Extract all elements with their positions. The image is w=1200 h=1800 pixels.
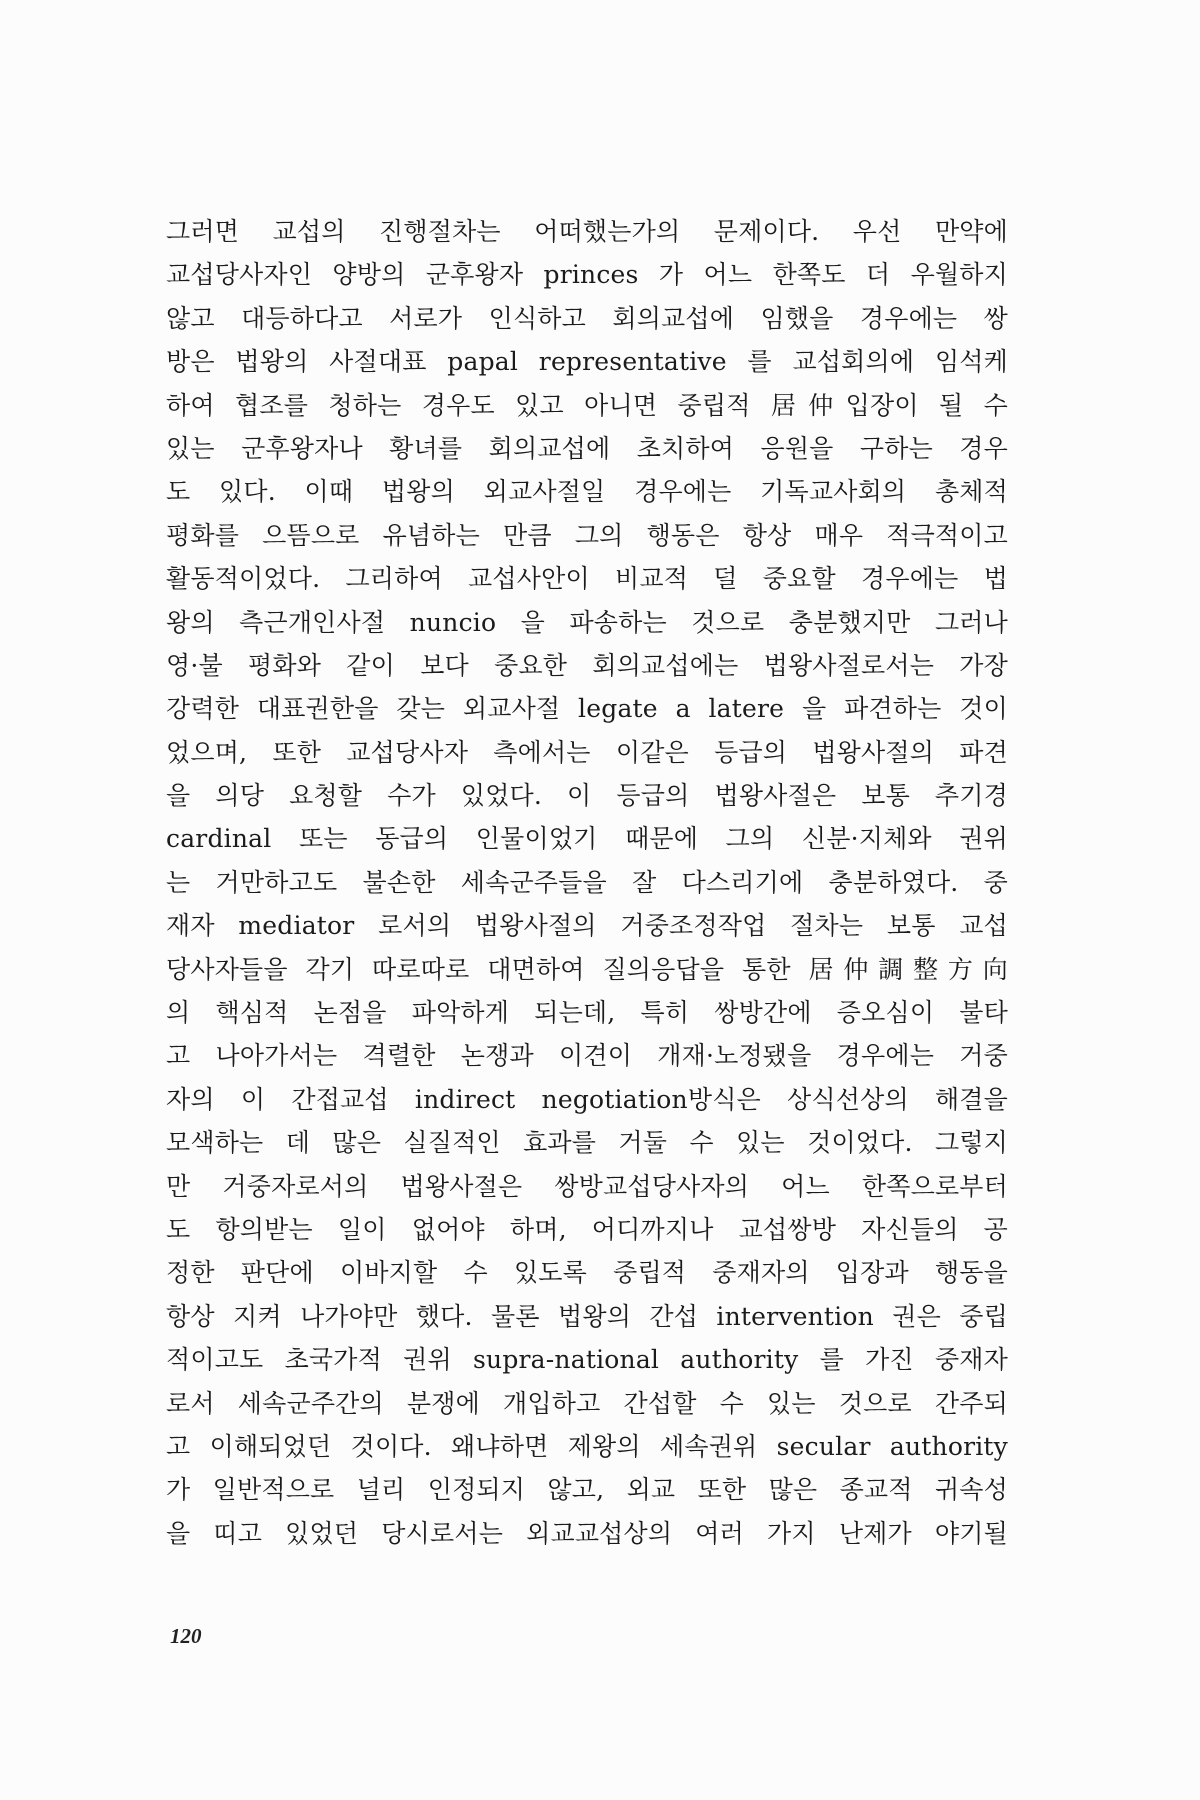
text-line: 않고 대등하다고 서로가 인식하고 회의교섭에 임했을 경우에는 쌍 [166, 303, 1008, 333]
text-line: 고 이해되었던 것이다. 왜냐하면 제왕의 세속권위 secular authority [166, 1431, 1008, 1461]
text-line: 자의 이 간접교섭 indirect negotiation방식은 상식선상의 해결을 [166, 1084, 1008, 1114]
text-line: 을 띠고 있었던 당시로서는 외교교섭상의 여러 가지 난제가 야기될 [166, 1518, 1008, 1548]
text-line: 영·불 평화와 같이 보다 중요한 회의교섭에는 법왕사절로서는 가장 [166, 650, 1008, 680]
text-line: 방은 법왕의 사절대표 papal representative 를 교섭회의에 임석케 [166, 347, 1008, 377]
text-line: 당사자들을 각기 따로따로 대면하여 질의응답을 통한 居仲調整方向 [166, 954, 1008, 984]
text-line: cardinal 또는 동급의 인물이었기 때문에 그의 신분·지체와 권위 [166, 824, 1008, 854]
text-line: 그러면 교섭의 진행절차는 어떠했는가의 문제이다. 우선 만약에 [166, 217, 1008, 246]
text-line: 적이고도 초국가적 권위 supra-national authority 를 가진 중재자 [166, 1345, 1008, 1375]
text-line: 는 거만하고도 불손한 세속군주들을 잘 다스리기에 충분하였다. 중 [166, 867, 1008, 897]
text-line: 만 거중자로서의 법왕사절은 쌍방교섭당사자의 어느 한쪽으로부터 [166, 1171, 1008, 1201]
page-number: 120 [170, 1624, 202, 1648]
text-line: 가 일반적으로 널리 인정되지 않고, 외교 또한 많은 종교적 귀속성 [166, 1475, 1008, 1505]
text-line: 정한 판단에 이바지할 수 있도록 중립적 중재자의 입장과 행동을 [166, 1258, 1008, 1288]
text-line: 항상 지켜 나가야만 했다. 물론 법왕의 간섭 intervention 권은 중립 [166, 1301, 1008, 1331]
text-line: 재자 mediator 로서의 법왕사절의 거중조정작업 절차는 보통 교섭 [166, 911, 1008, 941]
text-line: 도 있다. 이때 법왕의 외교사절일 경우에는 기독교사회의 총체적 [166, 477, 1008, 507]
text-line: 평화를 으뜸으로 유념하는 만큼 그의 행동은 항상 매우 적극적이고 [166, 520, 1008, 550]
text-line: 로서 세속군주간의 분쟁에 개입하고 간섭할 수 있는 것으로 간주되 [166, 1388, 1008, 1418]
text-line: 모색하는 데 많은 실질적인 효과를 거둘 수 있는 것이었다. 그렇지 [166, 1128, 1008, 1158]
text-line: 강력한 대표권한을 갖는 외교사절 legate a latere 을 파견하는 것이 [166, 694, 1008, 724]
text-line: 을 의당 요청할 수가 있었다. 이 등급의 법왕사절은 보통 추기경 [166, 781, 1008, 811]
text-line: 의 핵심적 논점을 파악하게 되는데, 특히 쌍방간에 증오심이 불타 [166, 998, 1008, 1028]
text-line: 있는 군후왕자나 황녀를 회의교섭에 초치하여 응원을 구하는 경우 [166, 433, 1008, 463]
text-line: 하여 협조를 청하는 경우도 있고 아니면 중립적 居仲입장이 될 수 [166, 390, 1008, 420]
text-line: 도 항의받는 일이 없어야 하며, 어디까지나 교섭쌍방 자신들의 공 [166, 1214, 1008, 1244]
text-line: 왕의 측근개인사절 nuncio 을 파송하는 것으로 충분했지만 그러나 [166, 607, 1008, 637]
body-text [166, 210, 1008, 1555]
text-line: 었으며, 또한 교섭당사자 측에서는 이같은 등급의 법왕사절의 파견 [166, 737, 1008, 767]
text-line: 활동적이었다. 그리하여 교섭사안이 비교적 덜 중요할 경우에는 법 [166, 564, 1008, 594]
text-line: 고 나아가서는 격렬한 논쟁과 이견이 개재·노정됐을 경우에는 거중 [166, 1041, 1008, 1071]
text-line: 교섭당사자인 양방의 군후왕자 princes 가 어느 한쪽도 더 우월하지 [166, 260, 1008, 290]
